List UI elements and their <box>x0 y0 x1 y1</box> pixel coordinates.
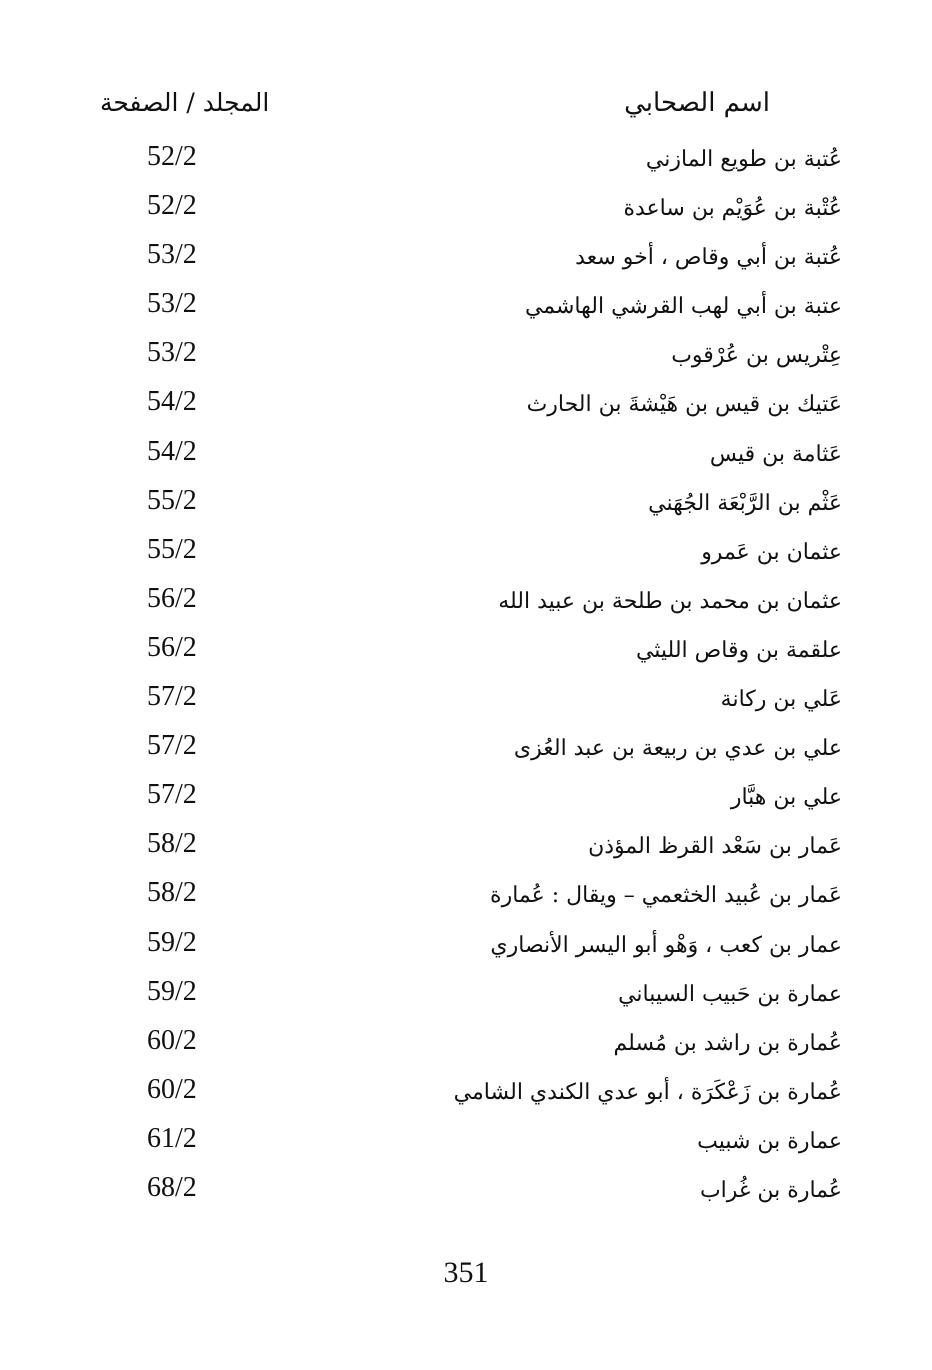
list-item <box>0 583 932 632</box>
list-item <box>0 386 932 435</box>
companion-name: علي بن عدي بن ربيعة بن عبد العُزى <box>513 736 842 762</box>
volume-page-ref: 60/2 <box>147 1024 197 1056</box>
list-item <box>0 877 932 926</box>
volume-page-ref: 57/2 <box>147 779 197 811</box>
companion-name: عثمان بن عَمرو <box>701 539 842 565</box>
list-item <box>0 976 932 1025</box>
list-item <box>0 779 932 828</box>
companion-name: عُتبة بن طويع المازني <box>645 147 842 172</box>
companion-name: عُتبة بن أبي وقاص ، أخو سعد <box>575 245 842 271</box>
companion-name: عَتيك بن قيس بن هَيْشةَ بن الحارث <box>526 392 842 418</box>
list-item <box>0 239 932 288</box>
list-item <box>0 927 932 976</box>
volume-page-ref: 52/2 <box>147 190 197 222</box>
companion-name: عِتْريس بن عُرْقوب <box>671 343 842 369</box>
volume-page-ref: 55/2 <box>147 533 197 565</box>
column-header-companion-name: اسم الصحابي <box>624 88 770 118</box>
companion-name: علي بن هبَّار <box>730 785 842 811</box>
volume-page-ref: 58/2 <box>147 877 197 909</box>
list-item <box>0 681 932 730</box>
list-item <box>0 337 932 386</box>
list-item <box>0 730 932 779</box>
volume-page-ref: 59/2 <box>147 975 197 1007</box>
volume-page-ref: 61/2 <box>147 1122 197 1154</box>
table-header <box>90 88 780 134</box>
companion-name: عَثْم بن الرَّبْعَة الجُهَني <box>648 490 842 516</box>
list-item <box>0 1123 932 1172</box>
volume-page-ref: 57/2 <box>147 681 197 713</box>
list-item <box>0 828 932 877</box>
companion-name: عَمار بن عُبيد الخثعمي – ويقال : عُمارة <box>490 883 842 909</box>
volume-page-ref: 59/2 <box>147 926 197 958</box>
volume-page-ref: 53/2 <box>147 337 197 369</box>
list-item <box>0 436 932 485</box>
list-item <box>0 1025 932 1074</box>
page-number: 351 <box>443 1256 489 1289</box>
volume-page-ref: 58/2 <box>147 828 197 860</box>
companion-name: عُمارة بن راشد بن مُسلم <box>613 1030 842 1056</box>
companion-name: عُمارة بن غُراب <box>699 1177 842 1203</box>
volume-page-ref: 54/2 <box>147 435 197 467</box>
list-item <box>0 1074 932 1123</box>
volume-page-ref: 56/2 <box>147 631 197 663</box>
volume-page-ref: 60/2 <box>147 1073 197 1105</box>
list-item <box>0 534 932 583</box>
companion-name: عُمارة بن زَعْكَرَة ، أبو عدي الكندي الشامي <box>453 1079 842 1105</box>
volume-page-ref: 53/2 <box>147 288 197 320</box>
volume-page-ref: 57/2 <box>147 730 197 762</box>
volume-page-ref: 68/2 <box>147 1171 197 1203</box>
companion-name: عَثامة بن قيس <box>709 441 842 467</box>
companion-name: عمارة بن حَبيب السيباني <box>618 981 842 1007</box>
volume-page-ref: 54/2 <box>147 386 197 418</box>
list-item <box>0 1172 932 1221</box>
column-header-volume-page: المجلد / الصفحة <box>100 88 270 117</box>
list-item <box>0 141 932 190</box>
companion-name: عمار بن كعب ، وَهْو أبو اليسر الأنصاري <box>490 932 842 958</box>
volume-page-ref: 52/2 <box>147 141 197 172</box>
companion-name: عثمان بن محمد بن طلحة بن عبيد الله <box>498 588 842 614</box>
list-item <box>0 632 932 681</box>
companion-name: عتبة بن أبي لهب القرشي الهاشمي <box>524 294 842 320</box>
volume-page-ref: 53/2 <box>147 239 197 271</box>
companion-name: عَلي بن ركانة <box>720 687 842 713</box>
companion-name: علقمة بن وقاص الليثي <box>635 637 842 663</box>
list-item <box>0 485 932 534</box>
companion-name: عُتْبة بن عُوَيْم بن ساعدة <box>623 196 842 222</box>
companion-index-list <box>0 141 932 1221</box>
volume-page-ref: 56/2 <box>147 582 197 614</box>
volume-page-ref: 55/2 <box>147 484 197 516</box>
companion-name: عمارة بن شبيب <box>697 1128 842 1154</box>
list-item <box>0 190 932 239</box>
list-item <box>0 288 932 337</box>
companion-name: عَمار بن سَعْد القرظ المؤذن <box>588 834 842 860</box>
